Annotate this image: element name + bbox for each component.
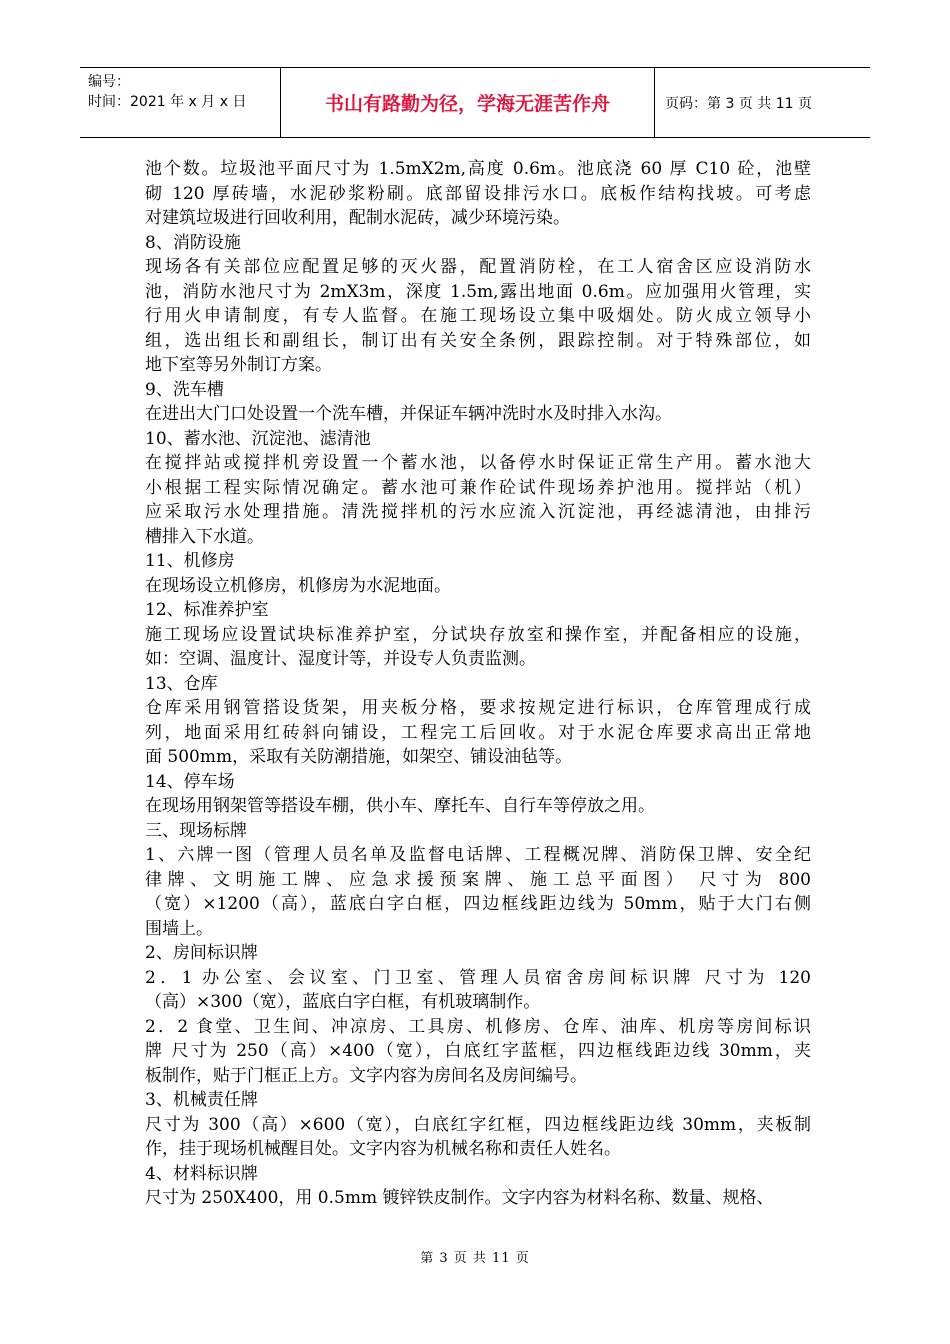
body-line: 在搅拌站或搅拌机旁设置一个蓄水池，以备停水时保证正常生产用。蓄水池大 bbox=[145, 453, 811, 473]
body-line: 面 500mm，采取有关防潮措施，如架空、铺设油毡等。 bbox=[145, 747, 573, 767]
body-line: 4、材料标识牌 bbox=[145, 1163, 258, 1184]
page-footer: 第 3 页 共 11 页 bbox=[420, 1251, 530, 1266]
body-line: 槽排入下水道。 bbox=[145, 526, 264, 547]
body-line: （宽）×1200（高），蓝底白字白框，四边框线距边线为 50mm，贴于大门右侧 bbox=[145, 894, 811, 914]
document-time-label: 时间：2021 年 x 月 x 日 bbox=[88, 94, 247, 110]
body-line: 3、机械责任牌 bbox=[145, 1090, 258, 1110]
body-line: 应采取污水处理措施。清洗搅拌机的污水应流入沉淀池，再经滤清池，由排污 bbox=[145, 502, 811, 522]
body-line: 2．2 食堂、卫生间、冲凉房、工具房、机修房、仓库、油库、机房等房间标识 bbox=[145, 1016, 811, 1037]
header-meta bbox=[80, 68, 281, 137]
body-line: 如：空调、温度计、湿度计等，并设专人负责监测。 bbox=[145, 649, 536, 669]
body-line: 对建筑垃圾进行回收利用，配制水泥砖，减少环境污染。 bbox=[145, 208, 570, 228]
body-line: 12、标准养护室 bbox=[145, 600, 269, 620]
body-line: 1、六牌一图（管理人员名单及监督电话牌、工程概况牌、消防保卫牌、安全纪 bbox=[145, 845, 811, 865]
body-line: 14、停车场 bbox=[145, 771, 235, 792]
body-line: 三、现场标牌 bbox=[145, 820, 247, 841]
body-line: 在进出大门口处设置一个洗车槽，并保证车辆冲洗时水及时排入水沟。 bbox=[145, 404, 672, 424]
body-line: 作，挂于现场机械醒目处。文字内容为机械名称和责任人姓名。 bbox=[145, 1139, 621, 1159]
body-line: 13、仓库 bbox=[145, 673, 218, 694]
body-line: 10、蓄水池、沉淀池、滤清池 bbox=[145, 428, 371, 449]
document-number-label: 编号： bbox=[88, 74, 130, 90]
body-line: 池，消防水池尺寸为 2mX3m，深度 1.5m,露出地面 0.6m。应加强用火管理，实 bbox=[145, 281, 811, 302]
body-line: 组，选出组长和副组长，制订出有关安全条例，跟踪控制。对于特殊部位，如 bbox=[145, 330, 811, 351]
body-line: （高）×300（宽），蓝底白字白框，有机玻璃制作。 bbox=[145, 992, 541, 1012]
body-line: 行用火申请制度，有专人监督。在施工现场设立集中吸烟处。防火成立领导小 bbox=[145, 306, 811, 326]
document-body bbox=[145, 157, 811, 1211]
body-line: 板制作，贴于门框正上方。文字内容为房间名及房间编号。 bbox=[145, 1065, 587, 1086]
body-line: 牌 尺寸为 250（高）×400（宽），白底红字蓝框，四边框线距边线 30mm，夹 bbox=[145, 1041, 811, 1061]
body-line: 尺寸为 300（高）×600（宽），白底红字红框，四边框线距边线 30mm，夹板制 bbox=[145, 1114, 811, 1135]
body-line: 9、洗车槽 bbox=[145, 379, 224, 400]
body-line: 列，地面采用红砖斜向铺设，工程完工后回收。对于水泥仓库要求高出正常地 bbox=[145, 722, 811, 743]
body-line: 在现场设立机修房，机修房为水泥地面。 bbox=[145, 575, 451, 596]
body-line: 8、消防设施 bbox=[145, 232, 241, 253]
body-line: 池个数。垃圾池平面尺寸为 1.5mX2m,高度 0.6m。池底浇 60 厚 C10 砼，池壁 bbox=[145, 159, 811, 179]
body-line: 围墙上。 bbox=[145, 918, 213, 939]
body-line: 尺寸为 250X400，用 0.5mm 镀锌铁皮制作。文字内容为材料名称、数量、规格、 bbox=[145, 1188, 774, 1208]
body-line: 地下室等另外制订方案。 bbox=[145, 355, 332, 375]
header-page-number: 页码：第 3 页 共 11 页 bbox=[665, 95, 812, 112]
body-line: 仓库采用钢管搭设货架，用夹板分格，要求按规定进行标识，仓库管理成行成 bbox=[145, 698, 811, 718]
body-line: 现场各有关部位应配置足够的灭火器，配置消防栓，在工人宿舍区应设消防水 bbox=[145, 257, 811, 277]
body-line: 小根据工程实际情况确定。蓄水池可兼作砼试件现场养护池用。搅拌站（机） bbox=[145, 477, 811, 498]
body-line: 11、机修房 bbox=[145, 551, 235, 571]
body-line: 在现场用钢架管等搭设车棚，供小车、摩托车、自行车等停放之用。 bbox=[145, 796, 655, 816]
body-line: 施工现场应设置试块标准养护室，分试块存放室和操作室，并配备相应的设施， bbox=[145, 624, 811, 645]
page-header bbox=[80, 67, 870, 138]
body-line: 2、房间标识牌 bbox=[145, 943, 258, 963]
body-line: 律牌、文明施工牌、应急求援预案牌、施工总平面图） 尺寸为 800 bbox=[145, 869, 811, 890]
body-line: 砌 120 厚砖墙，水泥砂浆粉刷。底部留设排污水口。底板作结构找坡。可考虑 bbox=[145, 183, 811, 204]
header-motto: 书山有路勤为径，学海无涯苦作舟 bbox=[281, 68, 655, 137]
body-line: 2．1 办公室、会议室、门卫室、管理人员宿舍房间标识牌 尺寸为 120 bbox=[145, 967, 811, 988]
